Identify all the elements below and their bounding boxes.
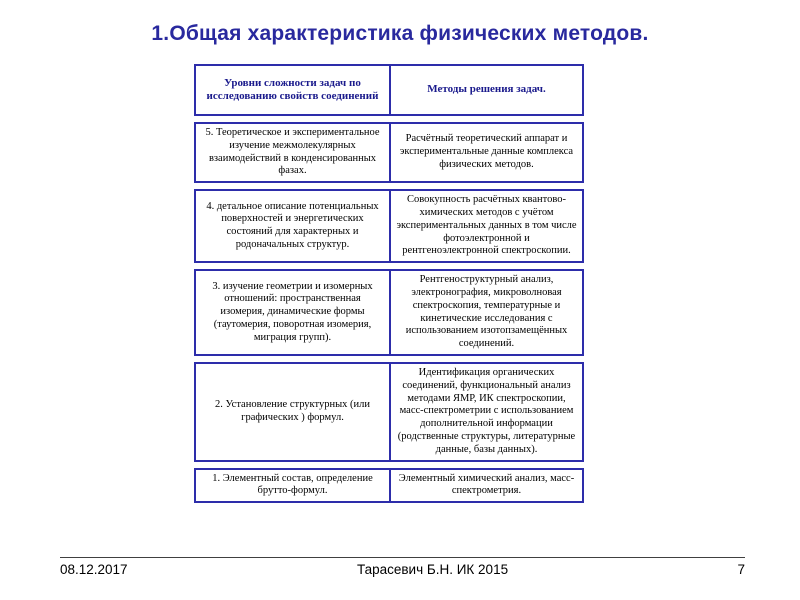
level-5-method-cell <box>389 124 582 181</box>
footer-page-number: 7 <box>737 562 745 577</box>
table-row-level-4 <box>194 189 584 263</box>
table-row-level-1 <box>194 468 584 504</box>
level-4-method-cell <box>389 191 582 261</box>
level-4-method-text: Совокупность расчётных квантово-химических методов с учётом экспериментальных данных в том числе фотоэлектронной и рентгеноэлектронной спектроскопии. <box>396 194 577 257</box>
level-1-method-cell <box>389 470 582 502</box>
table-row-level-2 <box>194 362 584 462</box>
level-3-task-text: 3. изучение геометрии и изомерных отношений: пространственная изомерия, динамические формы (таутомерия, поворотная изомерия, миграция групп). <box>212 280 373 343</box>
header-cell-methods <box>389 66 582 114</box>
level-2-method-text: Идентификация органических соединений, функциональный анализ методами ЯМР, ИК спектроскопии, масс-спектрометрии с использованием дополнительной информации (родственные структуры, литературные данные, базы данных). <box>397 366 576 455</box>
footer-date: 08.12.2017 <box>60 562 128 577</box>
level-5-task-text: 5. Теоретическое и экспериментальное изучение межмолекулярных взаимодействий в конденсированных фазах. <box>205 127 380 177</box>
level-1-task-cell <box>196 470 389 502</box>
level-2-method-cell <box>389 364 582 460</box>
level-4-task-text: 4. детальное описание потенциальных поверхностей и энергетических состояний для характерных и родоначальных структур. <box>206 200 379 250</box>
level-3-method-cell <box>389 271 582 354</box>
table-row-level-5 <box>194 122 584 183</box>
header-cell-levels <box>196 66 389 114</box>
levels-methods-table <box>194 64 584 503</box>
level-2-task-text: 2. Установление структурных (или графических ) формул. <box>215 398 370 423</box>
level-4-task-cell <box>196 191 389 261</box>
slide-footer <box>60 562 745 577</box>
level-1-task-text: 1. Элементный состав, определение брутто-формул. <box>212 472 373 497</box>
footer-divider <box>60 557 745 558</box>
slide-title: 1.Общая характеристика физических методов. <box>151 22 649 45</box>
level-3-task-cell <box>196 271 389 354</box>
level-5-task-cell <box>196 124 389 181</box>
level-3-method-text: Рентгеноструктурный анализ, электронография, микроволновая спектроскопия, температурные и кинетические исследования с использованием изотопзамещённых соединений. <box>405 274 568 350</box>
header-cell-methods-text: Методы решения задач. <box>427 83 546 96</box>
footer-author: Тарасевич Б.Н. ИК 2015 <box>356 562 509 577</box>
level-1-method-text: Элементный химический анализ, масс-спектрометрия. <box>398 472 575 497</box>
table-header-row <box>194 64 584 116</box>
level-5-method-text: Расчётный теоретический аппарат и экспериментальные данные комплекса физических методов. <box>399 133 574 170</box>
header-cell-levels-text: Уровни сложности задач по исследованию свойств соединений <box>206 76 379 102</box>
level-2-task-cell <box>196 364 389 460</box>
table-row-level-3 <box>194 269 584 356</box>
